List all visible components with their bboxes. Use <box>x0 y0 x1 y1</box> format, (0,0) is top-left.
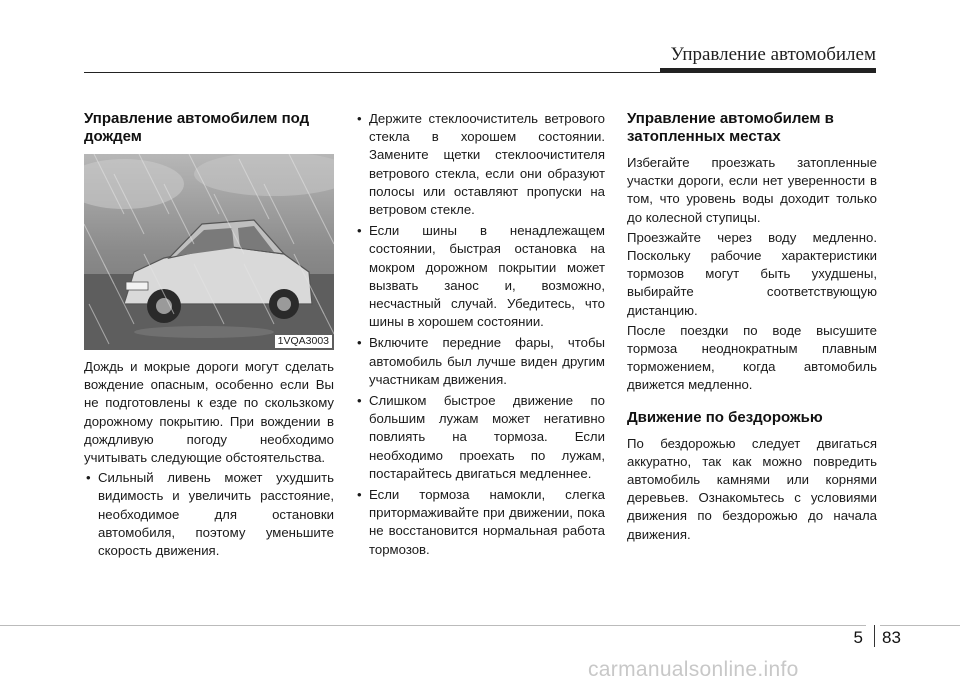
flooded-paragraph-2: Проезжайте через воду медленно. Поскольку рабочие характеристики тормозов могут быть ухудшены, выбирайте соответствующую дистанцию. <box>627 229 877 318</box>
rain-bullets-continued <box>355 110 605 559</box>
list-item: • Если шины в ненадлежащем состоянии, быстрая остановка на мокром дорожном покрытии может вызвать занос и, возможно, несчастный случай. Убедитесь, что шины в хорошем состоянии. <box>355 222 605 331</box>
flooded-paragraph-1: Избегайте проезжать затопленные участки дороги, если нет уверенности в том, что уровень воды доходит только до колесной ступицы. <box>627 155 877 225</box>
page-number: 83 <box>882 628 901 647</box>
offroad-paragraph: По бездорожью следует двигаться аккуратно, так как можно повредить автомобиль камнями или корнями деревьев. Ознакомьтесь с условиями движения по бездорожью до начала движения. <box>627 435 877 542</box>
section-heading-flooded: Управление автомобилем в затопленных местах <box>627 110 834 145</box>
chapter-number: 5 <box>853 628 863 647</box>
footer-rule-right <box>880 625 960 626</box>
list-item: • Держите стеклоочиститель ветрового стекла в хорошем состоянии. Замените щетки стеклоочистителя ветрового стекла, если они образуют полосы или оставляют пропуски на ветровом стекле. <box>355 110 605 219</box>
rain-intro-paragraph: Дождь и мокрые дороги могут сделать вождение опасным, особенно если Вы не подготовлены к езде по скользкому дорожному покрытию. При вождении в дождливую погоду необходимо учитывать следующие обстоятельства. <box>84 359 334 466</box>
page-header-title: Управление автомобилем <box>670 44 876 65</box>
page-number-divider <box>874 625 875 647</box>
list-item: • Включите передние фары, чтобы автомобиль был лучше виден другим участникам движения. <box>355 334 605 389</box>
watermark-logo: carmanualsonline.info <box>588 658 799 681</box>
list-item: • Сильный ливень может ухудшить видимость и увеличить расстояние, необходимое для остановки автомобиля, поэтому уменьшите скорость движения. <box>84 469 334 560</box>
column-1 <box>84 110 334 563</box>
flooded-paragraph-3: После поездки по воде высушите тормоза неоднократным плавным торможением, когда автомобиль движется медленно. <box>627 322 877 393</box>
header-rule <box>84 72 876 73</box>
rain-car-illustration <box>84 154 334 350</box>
column-2 <box>355 110 605 562</box>
rain-bullets-list <box>84 469 334 560</box>
list-item: • Слишком быстрое движение по большим лужам может негативно повлиять на тормоза. Если необходимо проехать по лужам, постарайтесь двигаться медленнее. <box>355 392 605 483</box>
list-item: • Если тормоза намокли, слегка притормаживайте при движении, пока не восстановится нормальная работа тормозов. <box>355 486 605 559</box>
footer-rule <box>0 625 866 626</box>
section-heading-rain: Управление автомобилем под дождем <box>84 110 310 145</box>
figure-code-label: 1VQA3003 <box>275 335 332 348</box>
column-3 <box>627 110 877 546</box>
section-heading-offroad: Движение по бездорожью <box>627 408 823 426</box>
